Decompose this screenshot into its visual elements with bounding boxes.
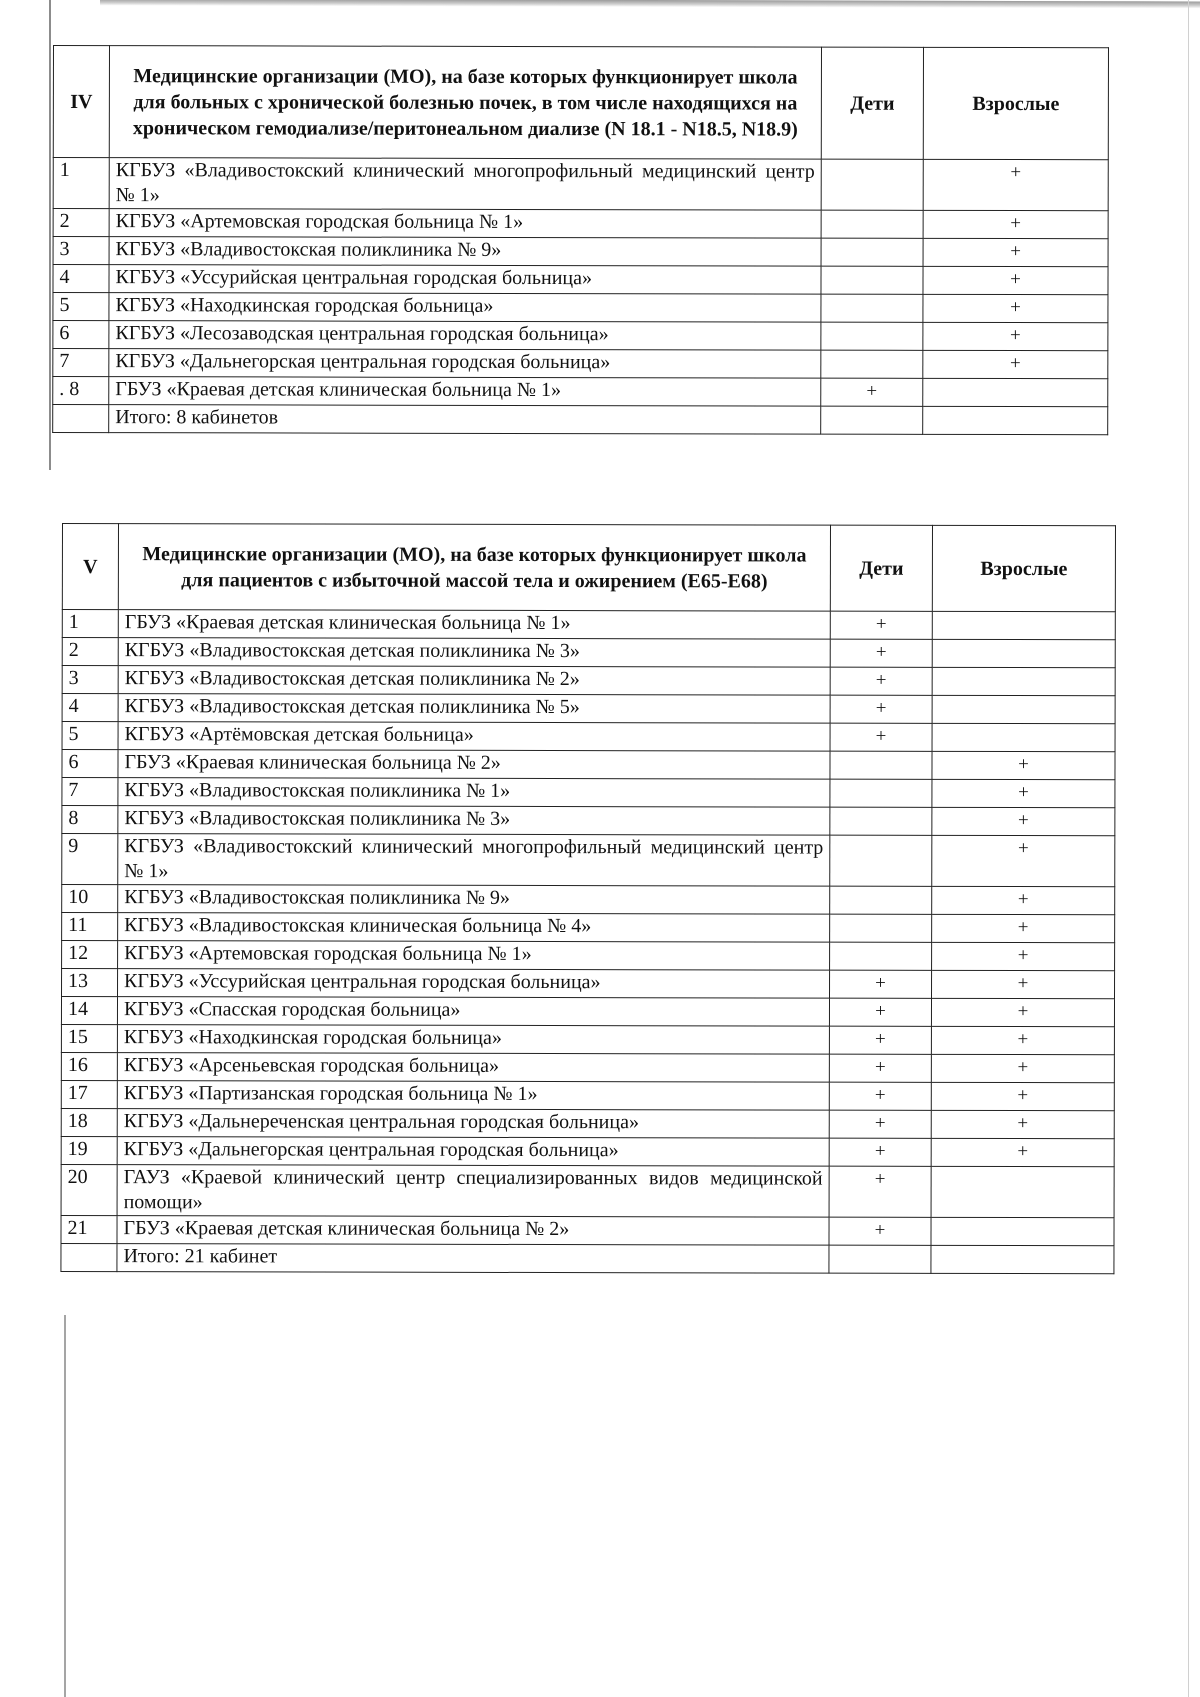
section-roman-numeral: IV [53, 46, 109, 158]
children-mark [830, 807, 932, 835]
table-row [62, 610, 1115, 640]
children-mark: + [829, 1166, 931, 1217]
adults-mark: + [931, 1082, 1114, 1110]
children-mark [821, 350, 923, 378]
organization-name: КГБУЗ «Уссурийская центральная городская больница» [109, 265, 821, 294]
row-number: 11 [62, 913, 118, 941]
row-number: 4 [53, 265, 109, 293]
row-number: 2 [62, 638, 118, 666]
adults-mark: + [931, 998, 1114, 1026]
table-row [62, 834, 1115, 887]
organization-name: КГБУЗ «Дальнегорская центральная городская больница» [117, 1137, 829, 1166]
organization-name: КГБУЗ «Владивостокская поликлиника № 3» [118, 806, 830, 835]
row-number: 12 [62, 941, 118, 969]
table-row [61, 1215, 1114, 1245]
organization-name: КГБУЗ «Владивостокский клинический многопрофильный медицинский центр № 1» [109, 158, 821, 210]
organization-name: КГБУЗ «Находкинская городская больница» [117, 1025, 829, 1054]
children-mark [830, 835, 932, 886]
adults-mark: + [932, 886, 1115, 914]
children-mark: + [829, 998, 931, 1026]
children-mark: + [821, 378, 923, 406]
adults-mark [932, 695, 1115, 723]
adults-mark: + [932, 942, 1115, 970]
organization-name: КГБУЗ «Находкинская городская больница» [109, 293, 821, 322]
table-row [61, 1025, 1114, 1055]
row-number: 18 [61, 1108, 117, 1136]
row-number: 13 [62, 969, 118, 997]
adults-mark: + [932, 807, 1115, 835]
table-body [53, 158, 1109, 435]
organization-name: КГБУЗ «Дальнереченская центральная городская больница» [117, 1109, 829, 1138]
adults-mark: + [931, 1054, 1114, 1082]
row-number: 21 [61, 1215, 117, 1243]
children-mark: + [829, 1138, 931, 1166]
table-row [62, 638, 1115, 668]
total-label: Итого: 21 кабинет [117, 1244, 829, 1273]
row-number: 14 [61, 997, 117, 1025]
scan-edge-top [100, 0, 1200, 8]
organization-name: ГБУЗ «Краевая детская клиническая больница № 1» [109, 377, 821, 406]
adults-mark [932, 667, 1115, 695]
adults-mark: + [923, 294, 1108, 322]
table-row [62, 913, 1115, 943]
adults-mark: + [931, 1138, 1114, 1166]
table-row [53, 158, 1108, 211]
organization-name: КГБУЗ «Владивостокская поликлиника № 9» [109, 237, 821, 266]
table-row [62, 750, 1115, 780]
table-row [53, 293, 1108, 323]
adults-mark [923, 378, 1108, 406]
organization-name: КГБУЗ «Владивостокская детская поликлиника № 3» [118, 638, 830, 667]
table-row [61, 1108, 1114, 1138]
empty-cell [829, 1245, 931, 1273]
table-row [62, 885, 1115, 915]
children-mark [821, 294, 923, 322]
children-mark [830, 751, 932, 779]
children-mark: + [830, 667, 932, 695]
row-number: 10 [62, 885, 118, 913]
table-row [61, 1136, 1114, 1166]
row-number: 7 [62, 778, 118, 806]
adults-mark: + [931, 1110, 1114, 1138]
organization-name: КГБУЗ «Владивостокская детская поликлиника № 2» [118, 666, 830, 695]
section-heading: Медицинские организации (МО), на базе которых функционирует школа для больных с хронической болезнью почек, в том числе находящихся на хроническом гемодиализе/перитонеальном диализе (N 18.1 - N18.5, N18.9) [109, 46, 821, 159]
table-row [62, 722, 1115, 752]
children-mark [830, 942, 932, 970]
children-mark [821, 266, 923, 294]
adults-mark: + [932, 970, 1115, 998]
scan-edge-right [1188, 0, 1189, 1697]
row-number: 6 [62, 750, 118, 778]
adults-mark: + [932, 914, 1115, 942]
table-row [61, 1080, 1114, 1110]
children-mark: + [830, 695, 932, 723]
children-mark: + [830, 611, 932, 639]
children-mark: + [829, 1082, 931, 1110]
row-number: 6 [53, 321, 109, 349]
column-header-adults: Взрослые [932, 525, 1115, 611]
table-row [62, 969, 1115, 999]
table-row [62, 806, 1115, 836]
adults-mark: + [923, 238, 1108, 266]
adults-mark: + [923, 159, 1108, 210]
row-number: 15 [61, 1025, 117, 1053]
row-number: 1 [62, 610, 118, 638]
children-mark [830, 914, 932, 942]
table-row [53, 265, 1108, 295]
organization-name: КГБУЗ «Владивостокская клиническая больница № 4» [118, 913, 830, 942]
adults-mark [931, 1166, 1114, 1217]
table-row [61, 997, 1114, 1027]
row-number: 9 [62, 834, 118, 885]
column-header-adults: Взрослые [923, 47, 1108, 159]
organization-name: ГБУЗ «Краевая детская клиническая больница № 1» [118, 610, 830, 639]
row-number: 7 [53, 349, 109, 377]
children-mark [821, 159, 923, 210]
table-section-iv [52, 45, 1109, 435]
table-header-row [62, 524, 1115, 612]
organization-name: КГБУЗ «Владивостокская поликлиника № 9» [118, 885, 830, 914]
empty-cell [61, 1243, 117, 1271]
scan-edge-left-lower [64, 1315, 66, 1697]
adults-mark: + [932, 751, 1115, 779]
organization-name: КГБУЗ «Дальнегорская центральная городская больница» [109, 349, 821, 378]
adults-mark: + [923, 322, 1108, 350]
row-number: 3 [62, 666, 118, 694]
children-mark [830, 886, 932, 914]
adults-mark: + [923, 350, 1108, 378]
table-row [53, 377, 1108, 407]
organization-name: КГБУЗ «Спасская городская больница» [117, 997, 829, 1026]
children-mark [830, 779, 932, 807]
row-number: 20 [61, 1164, 117, 1215]
organization-name: ГБУЗ «Краевая клиническая больница № 2» [118, 750, 830, 779]
row-number: 5 [53, 293, 109, 321]
organization-name: КГБУЗ «Партизанская городская больница № 1» [117, 1081, 829, 1110]
children-mark: + [829, 1217, 931, 1245]
row-number: 4 [62, 694, 118, 722]
children-mark: + [830, 970, 932, 998]
adults-mark: + [932, 835, 1115, 886]
table-row [53, 237, 1108, 267]
adults-mark: + [923, 210, 1108, 238]
row-number: 5 [62, 722, 118, 750]
adults-mark [931, 1217, 1114, 1245]
section-heading: Медицинские организации (МО), на базе которых функционирует школа для пациентов с избыточной массой тела и ожирением (E65-E68) [118, 524, 830, 611]
children-mark: + [830, 639, 932, 667]
children-mark [821, 322, 923, 350]
column-header-children: Дети [830, 525, 932, 611]
organization-name: КГБУЗ «Владивостокская поликлиника № 1» [118, 778, 830, 807]
table-row [62, 941, 1115, 971]
total-label: Итого: 8 кабинетов [109, 405, 821, 434]
empty-cell [923, 406, 1108, 434]
row-number: 19 [61, 1136, 117, 1164]
empty-cell [53, 405, 109, 433]
children-mark: + [829, 1110, 931, 1138]
organization-name: КГБУЗ «Арсеньевская городская больница» [117, 1053, 829, 1082]
table-row [62, 694, 1115, 724]
row-number: 1 [53, 158, 109, 209]
row-number: 17 [61, 1080, 117, 1108]
row-number: 8 [62, 806, 118, 834]
organization-name: КГБУЗ «Уссурийская центральная городская больница» [118, 969, 830, 998]
table-row [61, 1164, 1114, 1217]
row-number: 3 [53, 237, 109, 265]
children-mark [821, 210, 923, 238]
adults-mark: + [923, 266, 1108, 294]
adults-mark: + [931, 1026, 1114, 1054]
adults-mark [932, 723, 1115, 751]
organization-name: КГБУЗ «Владивостокский клинический многопрофильный медицинский центр № 1» [118, 834, 830, 886]
row-number: 16 [61, 1052, 117, 1080]
children-mark [821, 238, 923, 266]
table-row [61, 1052, 1114, 1082]
organization-name: КГБУЗ «Артёмовская детская больница» [118, 722, 830, 751]
adults-mark [932, 611, 1115, 639]
organization-name: КГБУЗ «Артемовская городская больница № 1» [118, 941, 830, 970]
table-row [53, 209, 1108, 239]
table-row [53, 349, 1108, 379]
row-number: . 8 [53, 377, 109, 405]
total-row [61, 1243, 1114, 1273]
children-mark: + [829, 1026, 931, 1054]
table-row [53, 321, 1108, 351]
children-mark: + [829, 1054, 931, 1082]
table-row [62, 666, 1115, 696]
adults-mark: + [932, 779, 1115, 807]
table-body [61, 610, 1115, 1274]
organization-name: ГБУЗ «Краевая детская клиническая больница № 2» [117, 1216, 829, 1245]
organization-name: КГБУЗ «Лесозаводская центральная городская больница» [109, 321, 821, 350]
adults-mark [932, 639, 1115, 667]
table-row [62, 778, 1115, 808]
table-header-row [53, 46, 1108, 160]
organization-name: КГБУЗ «Артемовская городская больница № 1» [109, 209, 821, 238]
children-mark: + [830, 723, 932, 751]
row-number: 2 [53, 209, 109, 237]
organization-name: КГБУЗ «Владивостокская детская поликлиника № 5» [118, 694, 830, 723]
organization-name: ГАУЗ «Краевой клинический центр специализированных видов медицинской помощи» [117, 1165, 829, 1217]
empty-cell [821, 406, 923, 434]
table-section-v [60, 523, 1116, 1274]
column-header-children: Дети [821, 47, 923, 159]
section-roman-numeral: V [62, 524, 118, 610]
total-row [53, 405, 1108, 435]
scan-edge-left [49, 0, 51, 470]
empty-cell [931, 1245, 1114, 1273]
